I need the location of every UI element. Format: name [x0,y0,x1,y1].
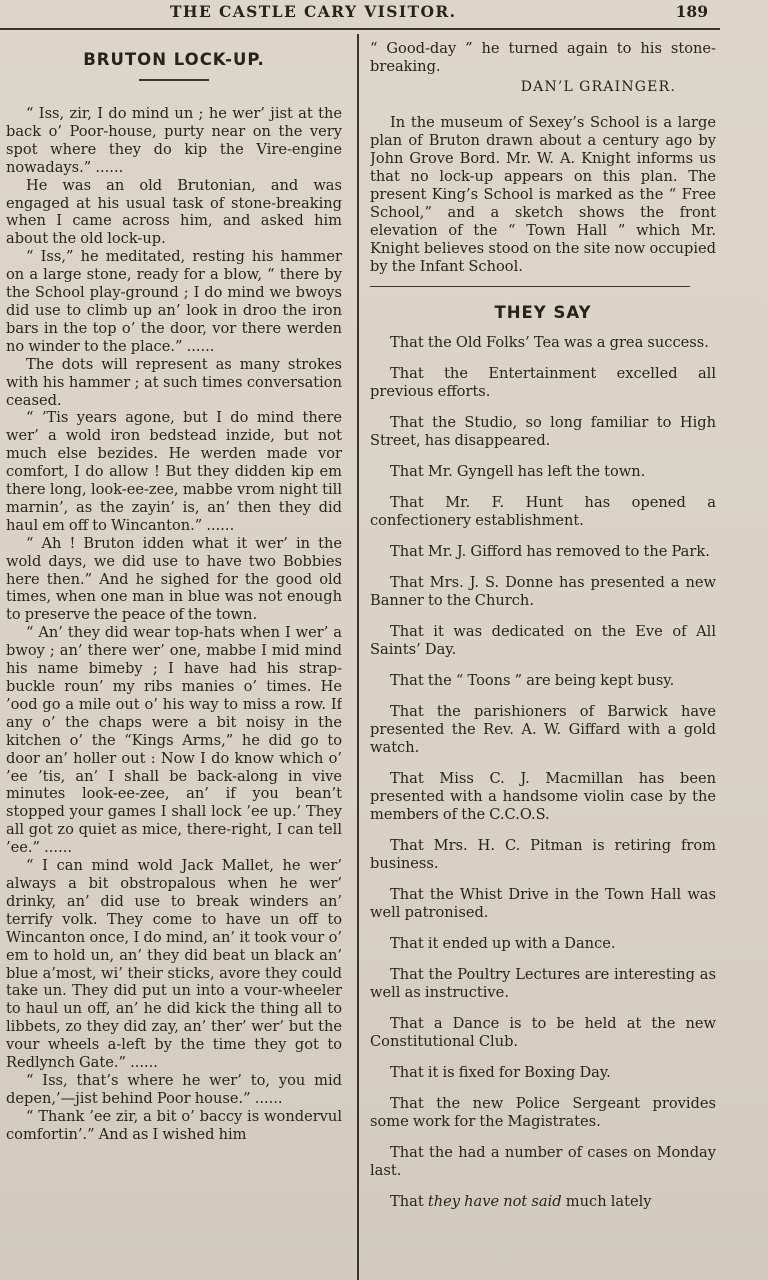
they-say-item: That the parishioners of Barwick have presented the Rev. A. W. Giffard with a gold watch. [370,703,716,756]
article-paragraph: The dots will represent as many strokes with his hammer ; at such times conversation ceased. [6,355,342,409]
article-paragraph: He was an old Brutonian, and was engaged at his usual task of stone-breaking when I came across him, and asked him about the old lock-up. [6,176,342,248]
they-say-item: That Mrs. J. S. Donne has presented a new Banner to the Church. [370,574,716,609]
they-say-item: That the Poultry Lectures are interesting as well as instructive. [370,966,716,1001]
they-say-item: That the Entertainment excelled all previous efforts. [370,365,716,400]
they-say-item: That it was dedicated on the Eve of All Saints’ Day. [370,623,716,658]
they-say-item: That it is fixed for Boxing Day. [390,1064,611,1081]
last-item-italic: they have not said [427,1193,562,1210]
they-say-item: That Miss C. J. Macmillan has been presented with a handsome violin case by the members of the C.C.O.S. [370,770,716,823]
they-say-item: That Mrs. H. C. Pitman is retiring from business. [370,837,716,872]
they-say-item-last [370,1193,716,1211]
article-paragraph: “ An’ they did wear top-hats when I wer’ a bwoy ; an’ there wer’ one, mabbe I mid mind his name bimeby ; I have had his strap-buckle roun’ my ribs manies o’ times. He ’ood go a mile out o’ his way to miss a row. If any o’ the chaps were a bit noisy in the kitchen o’ the “Kings Arms,” he did go to door an’ holler out : Now I do know which o’ ’ee ’tis, an’ I shall be back-along in vive minutes look-ee-zee, an’ if you bean’t stopped your games I shall lock ’ee up.’ They all got zo quiet as mice, there-right, I can tell ’ee.” ...... [6,624,342,857]
article-paragraph: “ Ah ! Bruton idden what it wer’ in the wold days, we did use to have two Bobbies here then.” And he sighed for the good old times, when one man in blue was not enough to preserve the peace of the town. [6,534,342,624]
article-paragraph: “ ’Tis years agone, but I do mind there wer’ a wold iron bedstead inzide, but not much else bezides. He werden made vor comfort, I do allow ! But they didden kip em there long, look-ee-zee, mabbe vrom night till marnin’, as the zayin’ is, an’ then they did haul em off to Wincanton.” ...... [6,409,342,534]
article-paragraph: “ Thank ’ee zir, a bit o’ baccy is wondervul comfortin’.” And as I wished him [6,1107,342,1143]
last-item-before: That [390,1193,428,1210]
page-number: 189 [675,2,708,21]
museum-paragraph: In the museum of Sexey’s School is a large plan of Bruton drawn about a century ago by John Grove Bord. Mr. W. A. Knight informs us that no lock-up appears on this plan. The present King’s School is marked as the “ Free School,” and a sketch shows the front elevation of the “ Town Hall ” which Mr. Knight believes stood on the site now occupied by the Infant School. [370,114,716,275]
running-title: THE CASTLE CARY VISITOR. [170,2,457,21]
last-item-after: much lately [561,1193,652,1210]
they-say-item: That the Whist Drive in the Town Hall was well patronised. [370,886,716,921]
right-column [370,40,716,1280]
section-rule [370,286,690,287]
article-continuation: “ Good-day ” he turned again to his stone-breaking. [370,40,716,75]
left-column [6,40,342,1280]
they-say-item: That Mr. J. Gifford has removed to the Park. [390,543,710,560]
column-divider [357,34,359,1280]
they-say-item: That the Old Folks’ Tea was a grea success. [390,334,709,351]
they-say-item: That Mr. F. Hunt has opened a confectionery establishment. [370,494,716,529]
they-say-item: That Mr. Gyngell has left the town. [390,463,646,480]
they-say-heading: THEY SAY [494,303,592,322]
header-rule [0,28,720,30]
they-say-item: That a Dance is to be held at the new Constitutional Club. [370,1015,716,1050]
they-say-item: That the new Police Sergeant provides some work for the Magistrates. [370,1095,716,1130]
author-signature: DAN’L GRAINGER. [520,79,676,95]
heading-rule [139,79,209,81]
article-paragraph: “ I can mind wold Jack Mallet, he wer’ always a bit obstropalous when he wer’ drinky, an’ did use to break winders an’ terrify volk. They come to have un off to Wincanton once, I do mind, an’ it took vour o’ em to hold un, an’ they did beat un black an’ blue a’most, wi’ their sticks, avore they could take un. They did put un into a vour-wheeler to haul un off, an’ he did kick the thing all to libbets, zo they did zay, an’ ther’ wer’ but the vour wheels a-left by the time they got to Redlynch Gate.” ...... [6,857,342,1072]
they-say-item: That the Studio, so long familiar to High Street, has disappeared. [370,414,716,449]
they-say-item: That the had a number of cases on Monday last. [370,1144,716,1179]
article-paragraph: “ Iss, zir, I do mind un ; he wer’ jist at the back o’ Poor-house, purty near on the very spot where they do kip the Vire-engine nowadays.” ...... [6,105,342,176]
article-paragraph: “ Iss, that’s where he wer’ to, you mid depen,’—jist behind Poor house.” ...... [6,1071,342,1107]
page-header [0,0,768,26]
article-heading: BRUTON LOCK-UP. [83,50,265,69]
they-say-item: That it ended up with a Dance. [390,935,616,952]
they-say-item: That the “ Toons ” are being kept busy. [390,672,675,689]
article-paragraph: “ Iss,” he meditated, resting his hammer on a large stone, ready for a blow, “ there by the School play-ground ; I do mind we bwoys did use to climb up an’ look in droo the iron bars in the top o’ the door, vor there werden no winder to the place.” ...... [6,248,342,355]
